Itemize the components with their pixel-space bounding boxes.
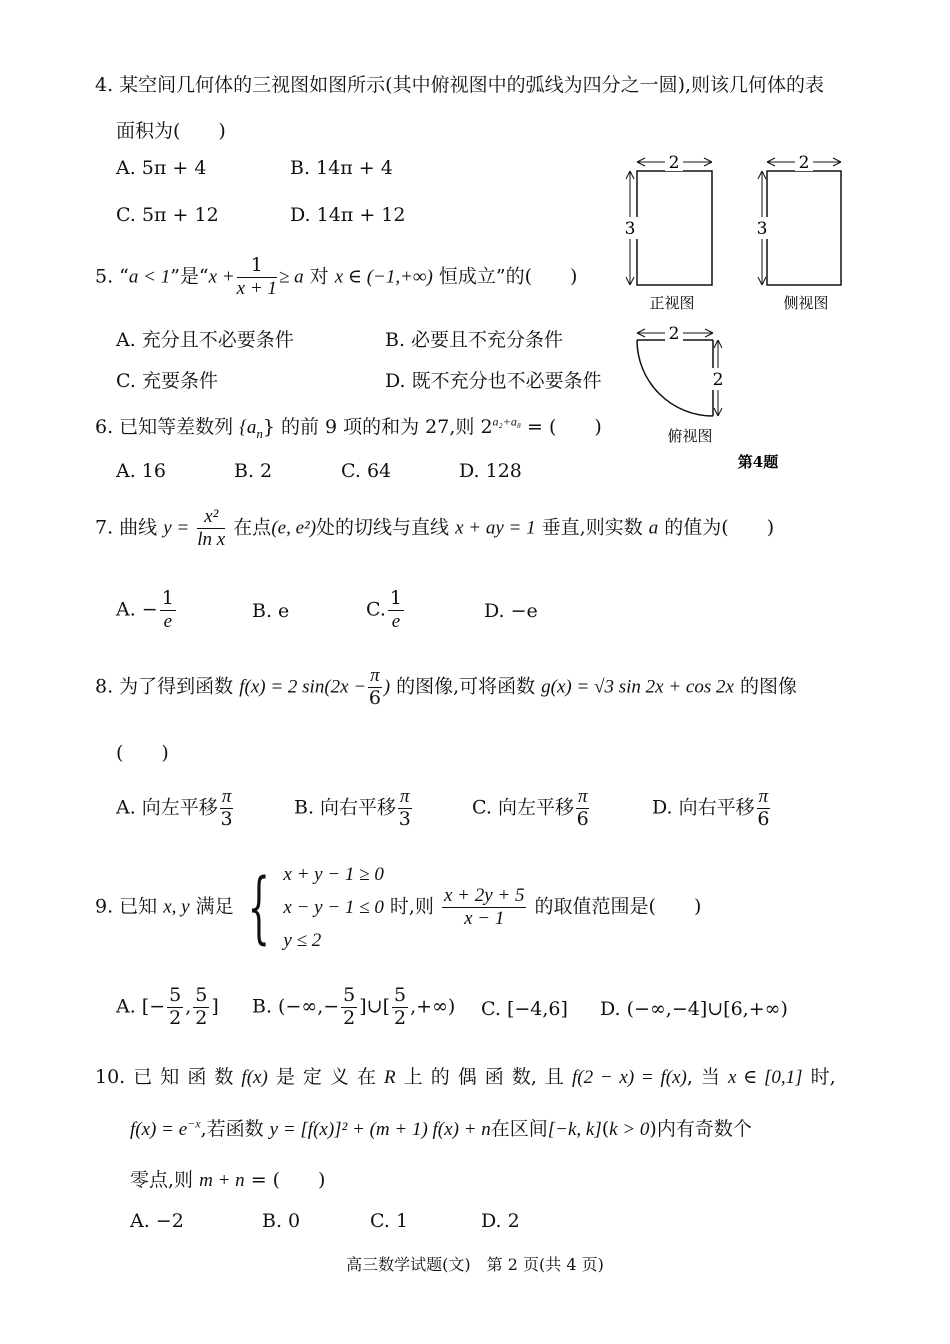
q7-option-a[interactable]: [116, 588, 178, 633]
side-view-label: 侧视图: [783, 294, 829, 312]
q6-exp: a₂+a₈: [492, 414, 521, 429]
q5-option-c[interactable]: C. 充要条件: [116, 370, 218, 392]
q9-b-frac1: [341, 985, 357, 1030]
q9-vars: x, y: [163, 896, 190, 918]
q5-frac-den: x + 1: [236, 277, 277, 299]
q9-constraint-1: x + y − 1 ≥ 0: [283, 864, 384, 885]
q9-a-mid: ,: [185, 995, 192, 1018]
q5-fraction: [237, 255, 277, 300]
q6-option-c[interactable]: C. 64: [341, 460, 392, 482]
q9-a-d1: 2: [169, 1006, 182, 1029]
q10-stem-line2: [130, 1114, 752, 1141]
q9-b-frac2: [392, 985, 408, 1030]
q9-option-a[interactable]: [116, 985, 219, 1030]
q10-option-a[interactable]: A. −2: [130, 1210, 184, 1232]
q8-b-frac: [398, 786, 412, 831]
q10-l2-k: k > 0: [609, 1119, 650, 1140]
front-view: [622, 153, 712, 312]
q5-for-all: 对: [309, 265, 329, 288]
q7-c-num: 1: [389, 587, 402, 609]
q8-text-b: 的图像: [740, 675, 798, 698]
q7-frac-num: x²: [197, 506, 225, 529]
q10-l1-c: 上 的 偶 函 数, 且: [403, 1066, 564, 1088]
q4-option-a[interactable]: A. 5π + 4: [116, 157, 207, 179]
q10-l2-c: 在区间: [490, 1118, 548, 1140]
q5-frac-num: 1: [237, 255, 277, 278]
q10-l2-int: [−k, k]: [547, 1119, 602, 1140]
q8-d-text: D. 向右平移: [652, 796, 755, 819]
q9-a-d2: 2: [195, 1006, 208, 1029]
q10-l1-b: 是 定 义 在: [275, 1066, 376, 1088]
q8-f-num: π: [370, 665, 380, 686]
q8-b-num: π: [400, 786, 410, 807]
q7-a-prefix: A. −: [116, 598, 158, 621]
q10-l1-a: 10. 已 知 函 数: [95, 1066, 234, 1088]
top-view-label: 俯视图: [667, 427, 713, 445]
q9-text-a: 满足: [195, 895, 234, 918]
q7-stem: [95, 506, 774, 551]
q10-l2-func: y = [f(x)]² + (m + 1) f(x) + n: [269, 1119, 491, 1140]
q9-fraction: [442, 885, 527, 930]
q10-l3-a: 零点,则: [130, 1169, 194, 1191]
q7-a-den: e: [163, 610, 172, 632]
q7-point: (e, e²): [271, 517, 317, 539]
q10-fx: f(x): [241, 1067, 268, 1088]
q8-f-def-b: ): [383, 676, 391, 698]
q6-seq-sub: n: [256, 425, 263, 441]
q8-d-frac: [757, 786, 771, 831]
q6-option-b[interactable]: B. 2: [234, 460, 273, 482]
top-height-label: 2: [712, 370, 724, 390]
q10-interval: x ∈ [0,1]: [727, 1067, 803, 1088]
front-view-label: 正视图: [649, 294, 695, 312]
side-width-label: 2: [798, 153, 810, 173]
front-width-label: 2: [668, 153, 680, 173]
q9-b-mid: ]∪[: [359, 995, 391, 1018]
q4-stem-line1: 4. 某空间几何体的三视图如图所示(其中俯视图中的弧线为四分之一圆),则该几何体的表: [95, 74, 825, 96]
q7-y-eq: y =: [163, 517, 190, 539]
q5-stem: [95, 255, 577, 300]
q9-a-n2: 5: [195, 984, 208, 1006]
q8-c-num: π: [577, 786, 588, 807]
q8-option-c[interactable]: [472, 786, 591, 831]
q8-f-den: 6: [368, 686, 381, 709]
q10-l2-exp: −x: [187, 1116, 201, 1131]
q10-stem-line1: [95, 1062, 836, 1089]
q8-option-d[interactable]: [652, 786, 772, 831]
q9-a-frac2: [193, 985, 209, 1030]
q7-c-prefix: C.: [366, 598, 386, 621]
q5-suffix: 恒成立”的( ): [438, 265, 578, 288]
q10-l2-d: (: [601, 1118, 610, 1140]
q8-d-num: π: [758, 786, 769, 807]
q10-l3-expr: m + n: [199, 1170, 245, 1191]
q9-prefix: 9. 已知: [95, 895, 158, 918]
q6-text-b: 的前 9 项的和为 27,则: [280, 416, 475, 438]
q9-frac-den: x − 1: [464, 908, 505, 929]
q10-l1-e: 时,: [810, 1066, 836, 1088]
q10-option-d[interactable]: D. 2: [481, 1210, 520, 1232]
q9-brace: {: [247, 862, 270, 953]
page-footer: 高三数学试题(文) 第 2 页(共 4 页): [346, 1255, 604, 1274]
q5-expr-a: x +: [208, 266, 235, 288]
top-width-label: 2: [668, 324, 680, 344]
q9-constraint-3: y ≤ 2: [283, 930, 322, 951]
q7-text-a: 在点: [233, 516, 272, 539]
q9-a-n1: 5: [169, 984, 182, 1006]
q8-a-text: A. 向左平移: [116, 796, 218, 819]
q5-domain: x ∈ (−1,+∞): [334, 266, 433, 288]
q8-c-frac: [576, 786, 590, 831]
q7-c-den: e: [391, 610, 401, 632]
q7-a-num: 1: [161, 587, 174, 609]
q6-seq-close: }: [262, 416, 275, 438]
q9-a-frac1: [167, 985, 183, 1030]
q6-stem: [95, 412, 602, 442]
q9-b-d1: 2: [343, 1006, 356, 1029]
q9-a-a: A. [−: [116, 995, 166, 1018]
q8-b-den: 3: [398, 807, 411, 830]
q10-l3-b: = ( ): [250, 1169, 326, 1191]
q9-b-d2: 2: [394, 1006, 407, 1029]
q4-option-c[interactable]: C. 5π + 12: [116, 204, 219, 226]
q7-c-frac: [388, 588, 404, 633]
q7-prefix: 7. 曲线: [95, 516, 158, 539]
q7-var: a: [648, 517, 659, 539]
q8-c-den: 6: [576, 807, 589, 830]
q10-option-b[interactable]: B. 0: [262, 1210, 301, 1232]
q7-text-c: 垂直,则实数: [541, 516, 643, 539]
q8-paren: ( ): [116, 742, 169, 764]
q9-option-b[interactable]: [252, 985, 455, 1030]
q9-stem: [95, 858, 701, 957]
q9-b-b: ,+∞): [410, 995, 456, 1018]
q4-stem-line2: 面积为( ): [116, 120, 226, 142]
figure-caption: 第4题: [737, 453, 779, 471]
q10-l2-b: ,若函数: [200, 1118, 264, 1140]
q7-option-d[interactable]: D. −e: [484, 600, 538, 622]
q6-seq: {a: [239, 417, 257, 438]
q6-text-a: 6. 已知等差数列: [95, 416, 234, 438]
q7-frac-den: ln x: [197, 528, 226, 550]
q7-text-d: 的值为( ): [664, 516, 775, 539]
q8-a-num: π: [221, 786, 232, 807]
q7-a-frac: [160, 588, 176, 633]
q9-option-d[interactable]: D. (−∞,−4]∪[6,+∞): [600, 998, 788, 1020]
q10-option-c[interactable]: C. 1: [370, 1210, 409, 1232]
q4-option-d[interactable]: D. 14π + 12: [290, 204, 406, 226]
q9-text-b: 时,则: [389, 895, 434, 918]
front-height-label: 3: [624, 219, 636, 239]
q6-option-d[interactable]: D. 128: [459, 460, 522, 482]
q10-l1-d: , 当: [686, 1066, 720, 1088]
q7-line: x + ay = 1: [455, 517, 536, 539]
q8-option-b[interactable]: [294, 786, 414, 831]
q4-option-b[interactable]: B. 14π + 4: [290, 157, 393, 179]
q8-g-def: g(x) = √3 sin 2x + cos 2x: [541, 676, 734, 698]
q7-fraction: [197, 506, 225, 551]
q8-a-den: 3: [220, 807, 233, 830]
q8-d-den: 6: [757, 807, 770, 830]
q8-f-frac: [368, 665, 382, 710]
q8-prefix: 8. 为了得到函数: [95, 675, 234, 698]
q8-c-text: C. 向左平移: [472, 796, 574, 819]
q5-mid: ”是“: [170, 265, 209, 288]
q8-a-frac: [220, 786, 234, 831]
q10-l2-a: f(x) = e: [130, 1119, 188, 1140]
q5-prefix: 5. “: [95, 265, 129, 288]
q9-b-n2: 5: [394, 984, 407, 1006]
q8-stem-line1: [95, 665, 797, 710]
q10-sym: f(2 − x) = f(x): [571, 1067, 687, 1088]
q9-b-a: B. (−∞,−: [252, 995, 340, 1018]
q6-base: 2: [480, 416, 493, 438]
q8-text-a: 的图像,可将函数: [396, 675, 536, 698]
q9-system: [283, 858, 383, 957]
q5-option-d[interactable]: D. 既不充分也不必要条件: [385, 370, 602, 392]
side-height-label: 3: [756, 219, 768, 239]
q7-option-b[interactable]: B. e: [252, 600, 290, 622]
q7-text-b: 处的切线与直线: [316, 516, 450, 539]
q5-option-b[interactable]: B. 必要且不充分条件: [385, 329, 564, 351]
q6-text-c: = ( ): [527, 416, 602, 438]
q10-l2-e: )内有奇数个: [649, 1118, 752, 1140]
q6-option-a[interactable]: A. 16: [116, 460, 166, 482]
three-view-figure: [610, 145, 850, 475]
q8-f-def-a: f(x) = 2 sin(2x −: [239, 676, 367, 698]
top-view: [637, 324, 726, 445]
q9-frac-num: x + 2y + 5: [443, 885, 525, 907]
side-view: [754, 153, 841, 312]
q7-option-c[interactable]: [366, 588, 406, 633]
q8-b-text: B. 向右平移: [294, 796, 397, 819]
q5-expr-b: ≥ a: [278, 266, 304, 288]
q10-stem-line3: [130, 1165, 325, 1192]
q8-option-a[interactable]: [116, 786, 235, 831]
q9-b-n1: 5: [343, 984, 356, 1006]
q5-cond: a < 1: [128, 266, 171, 288]
q9-option-c[interactable]: C. [−4,6]: [481, 998, 568, 1020]
q9-text-c: 的取值范围是( ): [534, 895, 702, 918]
q9-constraint-2: x − y − 1 ≤ 0: [283, 897, 384, 918]
q9-a-b: ]: [211, 995, 219, 1018]
q10-R: R: [384, 1067, 396, 1088]
q5-option-a[interactable]: A. 充分且不必要条件: [116, 329, 294, 351]
